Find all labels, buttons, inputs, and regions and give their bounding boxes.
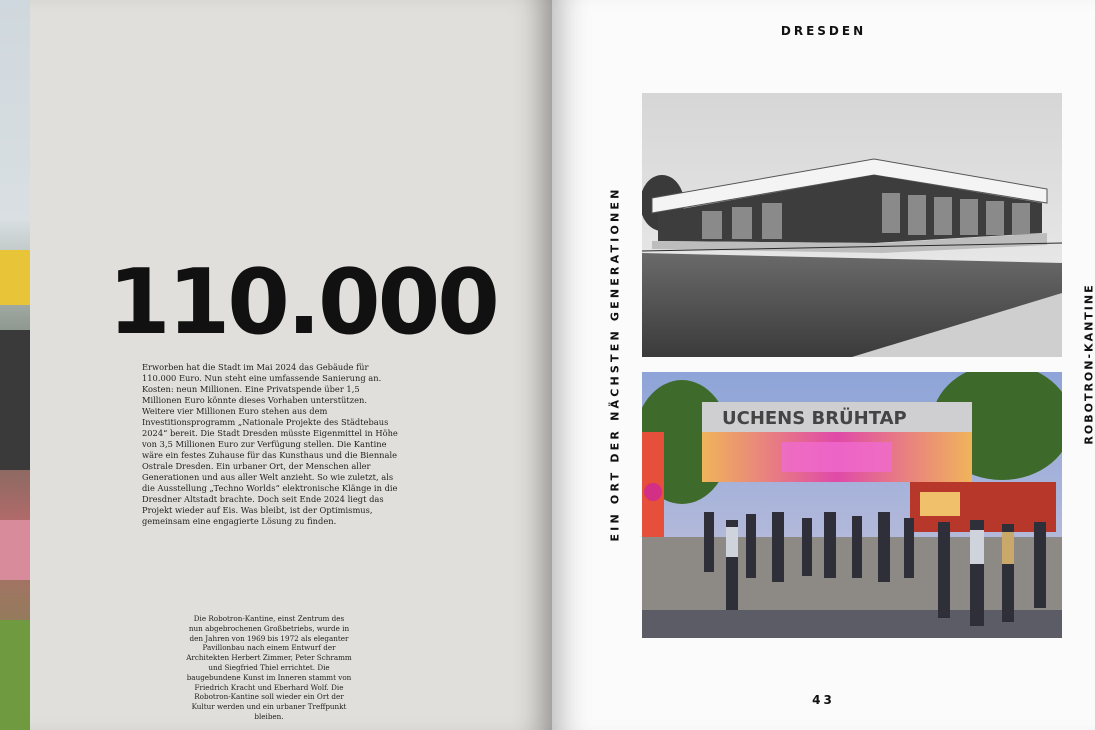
body-text: Erworben hat die Stadt im Mai 2024 das Gebäude für 110.000 Euro. Nun steht eine umfassende Sanierung an. Kosten: neun Millionen. Eine Privatspende über 1,5 Millionen Euro könnte dieses Vorhaben unterstützen. Weitere vier Millionen Euro stehen aus dem Investitionsprogramm „Nationale Projekte des Städtebaus 2024“ bereit. Die Stadt Dresden müsste Eigenmittel in Höhe von 3,5 Millionen Euro zur Verfügung stellen. Die Kantine wäre ein festes Zuhause für das Kunsthaus und die Biennale Ostrale Dresden. Ein urbaner Ort, der Menschen aller Generationen und aus aller Welt anzieht. So wie zuletzt, als die Ausstellung „Techno Worlds“ elektronische Klänge in die Dresdner Altstadt brachte. Doch seit Ende 2024 liegt das Projekt wieder auf Eis. Was bleibt, ist der Optimismus, gemeinsam eine engagierte Lösung zu finden. — [142, 362, 398, 526]
previous-page-photo-edge — [0, 0, 30, 730]
svg-text:UCHENS BRÜHTAP: UCHENS BRÜHTAP — [722, 408, 907, 429]
event-crowd-photo — [642, 372, 1062, 638]
vertical-title: ROBOTRON-KANTINE — [1082, 283, 1095, 445]
vertical-tagline: EIN ORT DER NÄCHSTEN GENERATIONEN — [608, 186, 622, 542]
historic-building-photo — [642, 93, 1062, 357]
page-number: 43 — [812, 693, 835, 707]
photo-caption: Die Robotron-Kantine, einst Zentrum des nun abgebrochenen Großbetriebs, wurde in den Jahren von 1969 bis 1972 als eleganter Pavillonbau nach einem Entwurf der Architekten Herbert Zimmer, Peter Schramm und Siegfried Thiel errichtet. Die baugebundene Kunst im Inneren stammt von Friedrich Kracht und Eberhard Wolf. Die Robotron-Kantine soll wieder ein Ort der Kultur werden und ein urbaner Treffpunkt bleiben. — [186, 614, 352, 721]
big-number-headline: 110.000 — [108, 250, 497, 355]
section-header: DRESDEN — [780, 24, 867, 38]
